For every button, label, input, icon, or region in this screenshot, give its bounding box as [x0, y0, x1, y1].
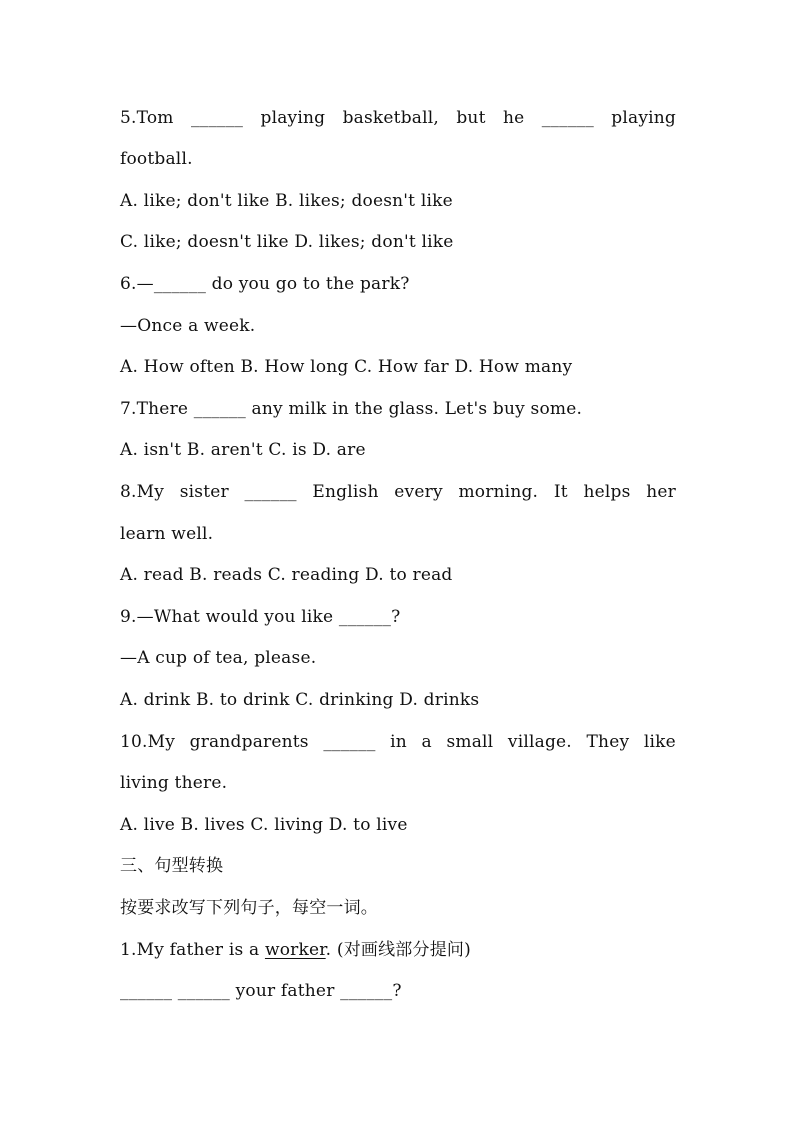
q9-stem-line2: —A cup of tea, please.	[120, 648, 317, 668]
q5-stem-line1	[120, 106, 676, 130]
s3-q1-stem	[120, 938, 676, 962]
q8-word: helps	[583, 482, 631, 502]
q5-options-cd: C. like; doesn't like D. likes; don't like	[120, 232, 454, 252]
q8-word: morning.	[458, 482, 539, 502]
q8-options: A. read B. reads C. reading D. to read	[120, 565, 453, 585]
q10-word: in	[390, 732, 407, 752]
q10-word: 10.My	[120, 732, 176, 752]
q5-word: playing	[611, 108, 676, 128]
q10-stem-line2: living there.	[120, 773, 228, 793]
q5-blank: ______	[541, 108, 594, 128]
q8-word: It	[553, 482, 568, 502]
q8-word: English	[312, 482, 379, 502]
q10-word: grandparents	[189, 732, 309, 752]
q10-word: a	[421, 732, 432, 752]
q8-stem-line1	[120, 480, 676, 504]
q5-word: 5.Tom	[120, 108, 174, 128]
q10-blank: ______	[323, 732, 376, 752]
q6-stem-line1: 6.—______ do you go to the park?	[120, 274, 410, 294]
q8-word: every	[394, 482, 443, 502]
q5-word: playing	[260, 108, 326, 128]
q8-blank: ______	[244, 482, 297, 502]
s3-q1-prefix: 1.My father is a	[120, 940, 265, 960]
q7-stem: 7.There ______ any milk in the glass. Let's buy some.	[120, 399, 583, 419]
q10-word: like	[643, 732, 676, 752]
q9-stem-line1: 9.—What would you like ______?	[120, 607, 401, 627]
q5-options-ab: A. like; don't like B. likes; doesn't like	[120, 191, 453, 211]
q5-word: he	[502, 108, 525, 128]
q10-stem-line1	[120, 730, 676, 754]
q10-word: village.	[507, 732, 572, 752]
q9-options: A. drink B. to drink C. drinking D. drinks	[120, 690, 480, 710]
q8-stem-line2: learn well.	[120, 524, 214, 544]
q6-stem-line2: —Once a week.	[120, 316, 256, 336]
q5-blank: ______	[190, 108, 244, 128]
q5-word: but	[456, 108, 486, 128]
q10-word: They	[586, 732, 630, 752]
q8-word: her	[646, 482, 676, 502]
q8-word: 8.My	[120, 482, 165, 502]
q5-word: basketball,	[342, 108, 439, 128]
q8-word: sister	[179, 482, 229, 502]
q10-options: A. live B. lives C. living D. to live	[120, 815, 408, 835]
q10-word: small	[446, 732, 494, 752]
s3-q1-answer-line: ______ ______ your father ______?	[120, 981, 402, 1001]
s3-q1-suffix: . (对画线部分提问)	[325, 940, 471, 960]
q7-options: A. isn't B. aren't C. is D. are	[120, 440, 366, 460]
s3-q1-underlined-word: worker	[264, 940, 326, 960]
q5-stem-line2: football.	[120, 149, 193, 169]
section-instruction: 按要求改写下列句子，每空一词。	[120, 898, 378, 918]
section-heading: 三、句型转换	[120, 856, 224, 876]
q6-options: A. How often B. How long C. How far D. How many	[120, 357, 573, 377]
